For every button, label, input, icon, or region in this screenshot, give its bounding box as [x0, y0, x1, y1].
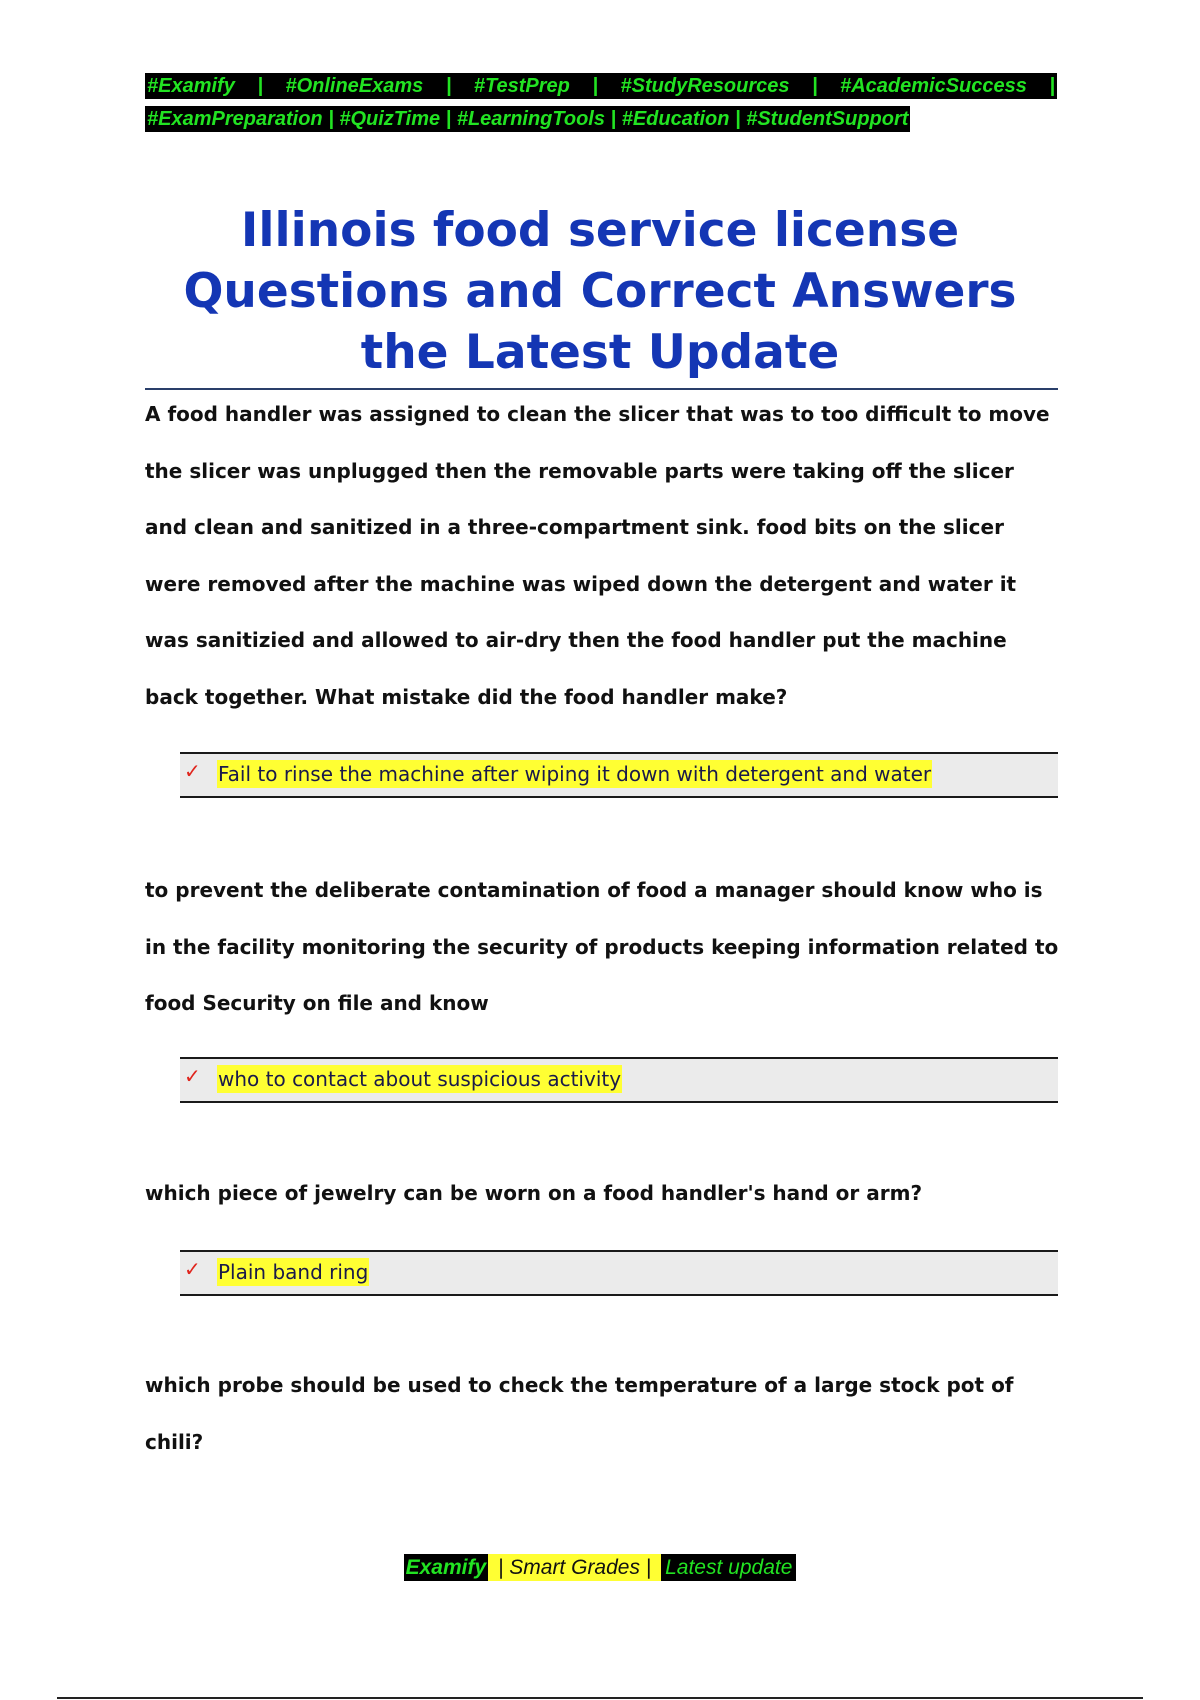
page-bottom-rule	[57, 1697, 1143, 1699]
hashtag-text-2: #ExamPreparation | #QuizTime | #LearningTools | #Education | #StudentSupport	[147, 108, 909, 130]
footer-brand-line	[0, 1553, 1200, 1583]
footer-brand: Examify	[405, 1556, 487, 1579]
question-4: which probe should be used to check the temperature of a large stock pot of chili?	[145, 1373, 1014, 1454]
hashtag-line-1	[145, 70, 1057, 103]
question-1: A food handler was assigned to clean the slicer that was to too difficult to move the slicer was unplugged then the removable parts were taking off the slicer and clean and sanitized in a three-compartment sink. food bits on the slicer were removed after the machine was wiped down the detergent and water it was sanitizied and allowed to air-dry then the food handler put the machine back together. What mistake did the food handler make?	[145, 402, 1050, 709]
hashtag-line-2	[145, 103, 1057, 136]
answer-1: Fail to rinse the machine after wiping it down with detergent and water	[218, 762, 932, 786]
question-2: to prevent the deliberate contamination of food a manager should know who is in the facility monitoring the security of products keeping information related to food Security on file and know	[145, 878, 1059, 1015]
check-mark-icon: ✓	[184, 1257, 201, 1281]
answer-box-3	[180, 1250, 1058, 1296]
check-mark-icon: ✓	[184, 1064, 201, 1088]
document-title: Illinois food service license Questions and Correct Answers the Latest Update	[183, 203, 1017, 380]
answer-box-2	[180, 1057, 1058, 1103]
answer-2: who to contact about suspicious activity	[218, 1067, 622, 1091]
answer-3: Plain band ring	[218, 1260, 369, 1284]
hashtag-text-1: #Examify | #OnlineExams | #TestPrep | #StudyResources | #AcademicSuccess |	[147, 75, 1055, 97]
footer-tagline: | Smart Grades |	[488, 1554, 661, 1581]
question-3: which piece of jewelry can be worn on a food handler's hand or arm?	[145, 1181, 923, 1205]
footer-update: Latest update	[661, 1554, 796, 1581]
hashtag-banner	[145, 70, 1057, 136]
check-mark-icon: ✓	[184, 759, 201, 783]
answer-box-1	[180, 752, 1058, 798]
